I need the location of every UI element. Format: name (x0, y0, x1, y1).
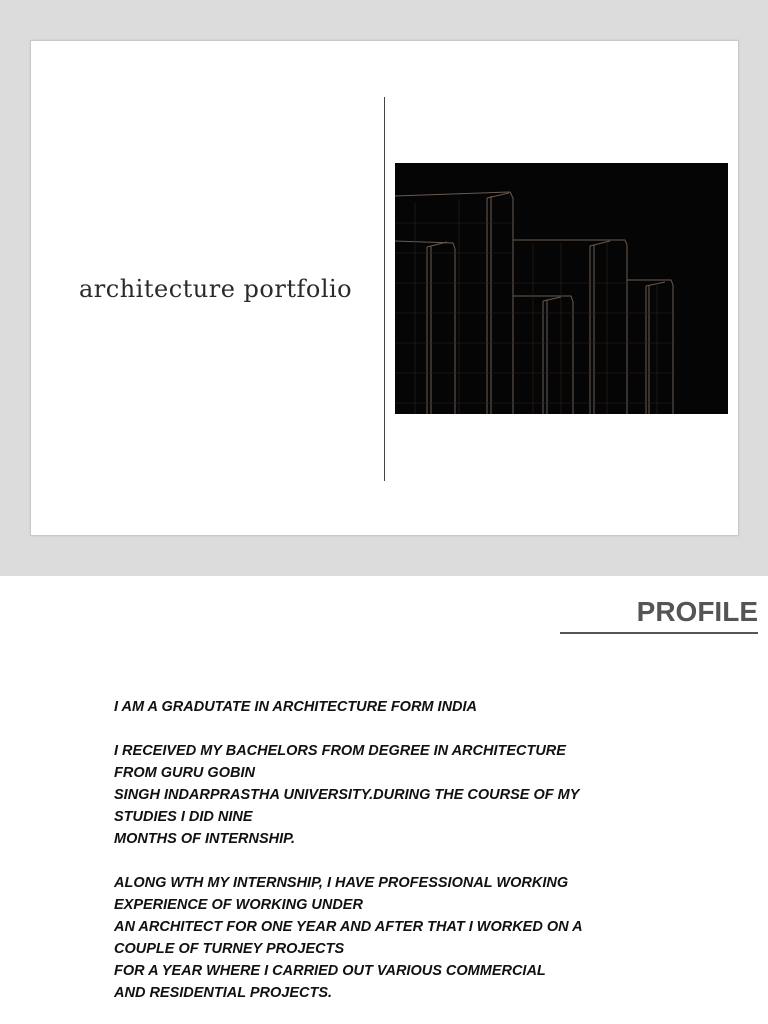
profile-line: SINGH INDARPRASTHA UNIVERSITY.DURING THE COURSE OF MY (114, 787, 580, 803)
profile-line: STUDIES I DID NINE (114, 809, 253, 825)
profile-paragraph (114, 872, 614, 1004)
cover-title: architecture portfolio (79, 275, 353, 303)
profile-heading: PROFILE (636, 596, 758, 627)
profile-body (114, 696, 614, 1004)
profile-paragraph (114, 740, 614, 850)
profile-line: ALONG WTH MY INTERNSHIP, I HAVE PROFESSIONAL WORKING (114, 875, 569, 891)
profile-page (0, 576, 768, 1024)
cover-page (30, 40, 739, 536)
profile-line: I RECEIVED MY BACHELORS FROM DEGREE IN ARCHITECTURE (114, 743, 566, 759)
profile-line: AN ARCHITECT FOR ONE YEAR AND AFTER THAT I WORKED ON A (114, 919, 583, 935)
profile-paragraph (114, 696, 614, 718)
profile-line: FOR A YEAR WHERE I CARRIED OUT VARIOUS COMMERCIAL (114, 963, 546, 979)
profile-line: COUPLE OF TURNEY PROJECTS (114, 941, 345, 957)
profile-heading-underline (560, 632, 758, 634)
profile-line: EXPERIENCE OF WORKING UNDER (114, 897, 363, 913)
cover-divider (384, 97, 385, 481)
building-photo (395, 163, 728, 414)
profile-line: AND RESIDENTIAL PROJECTS. (114, 985, 333, 1001)
profile-line: FROM GURU GOBIN (114, 765, 255, 781)
profile-line: I AM A GRADUTATE IN ARCHITECTURE FORM INDIA (114, 699, 478, 715)
profile-line: MONTHS OF INTERNSHIP. (114, 831, 295, 847)
